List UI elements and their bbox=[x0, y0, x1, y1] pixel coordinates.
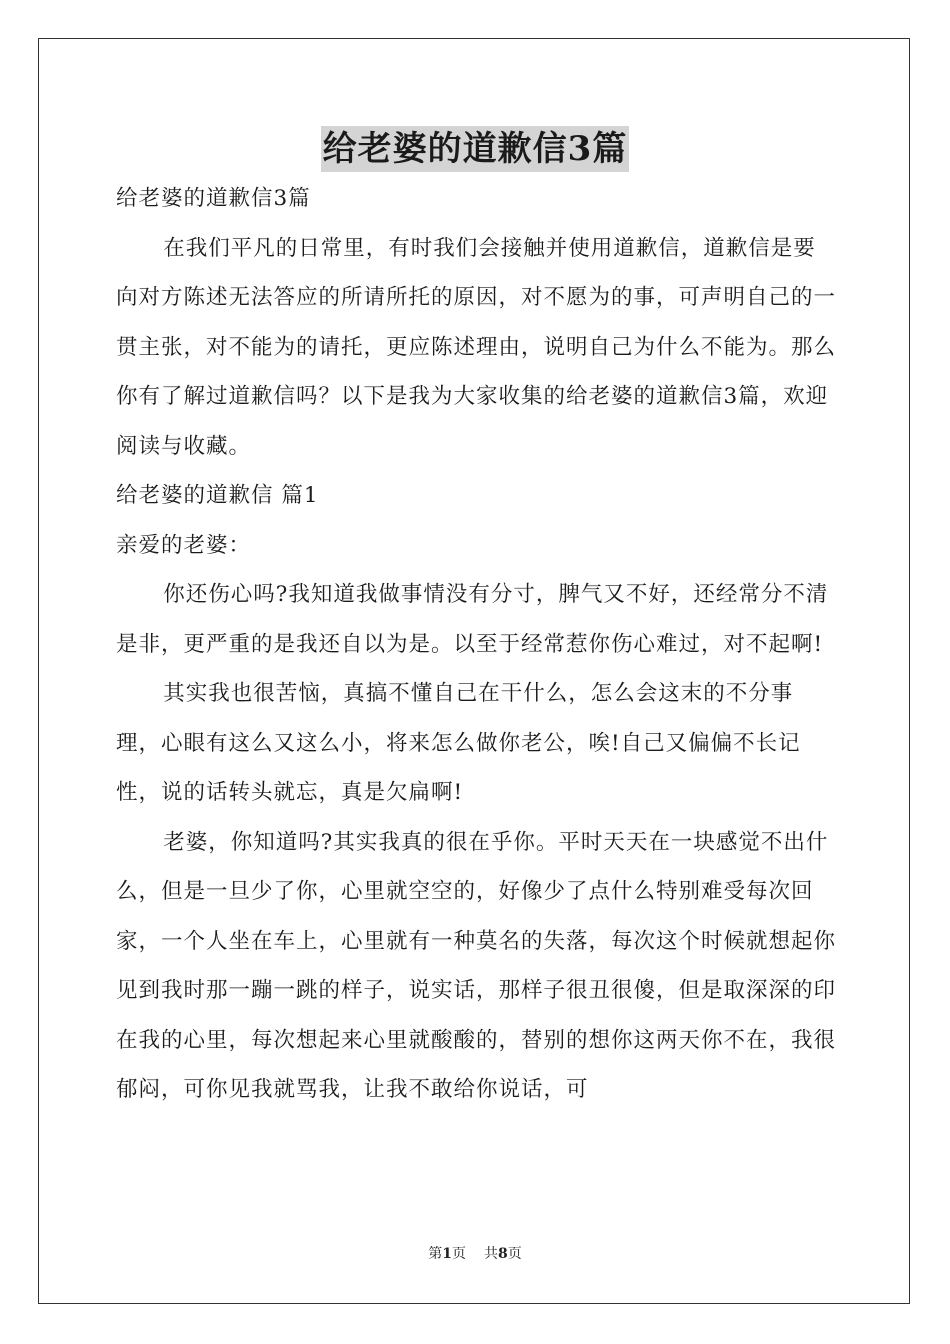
document-title: 给老婆的道歉信3篇 bbox=[321, 126, 630, 172]
paragraph: 给老婆的道歉信3篇 bbox=[116, 186, 311, 211]
page-prefix: 第 bbox=[428, 1246, 443, 1262]
paragraph: 你还伤心吗?我知道我做事情没有分寸，脾气又不好，还经常分不清是非，更严重的是我还自以为是。以至于经常惹你伤心难过，对不起啊! bbox=[116, 582, 829, 657]
paragraph: 其实我也很苦恼，真搞不懂自己在干什么，怎么会这末的不分事理，心眼有这么又这么小，将来怎么做你老公，唉!自己又偏偏不长记性，说的话转头就忘，真是欠扁啊! bbox=[116, 681, 801, 805]
section-heading: 给老婆的道歉信 篇1 bbox=[116, 483, 319, 508]
title-container bbox=[0, 126, 950, 172]
paragraph: 老婆，你知道吗?其实我真的很在乎你。平时天天在一块感觉不出什么，但是一旦少了你，心里就空空的，好像少了点什么特别难受每次回家，一个人坐在车上，心里就有一种莫名的失落，每次这个时候就想起你见到我时那一蹦一跳的样子，说实话，那样子很丑很傻，但是取深深的印在我的心里，每次想起来心里就酸酸的，替别的想你这两天你不在，我很郁闷，可你见我就骂我，让我不敢给你说话，可 bbox=[116, 829, 837, 1102]
page-footer bbox=[0, 1244, 950, 1264]
total-suffix: 页 bbox=[507, 1246, 522, 1262]
paragraph: 在我们平凡的日常里，有时我们会接触并使用道歉信，道歉信是要向对方陈述无法答应的所请所托的原因，对不愿为的事，可声明自己的一贯主张，对不能为的请托，更应陈述理由，说明自己为什么不能为。那么你有了解过道歉信吗？以下是我为大家收集的给老婆的道歉信3篇，欢迎阅读与收藏。 bbox=[116, 235, 837, 459]
page-suffix: 页 bbox=[452, 1246, 466, 1262]
salutation: 亲爱的老婆： bbox=[116, 532, 252, 558]
total-pages: 8 bbox=[498, 1246, 508, 1262]
document-body bbox=[116, 174, 836, 1115]
page-number: 1 bbox=[442, 1246, 452, 1262]
total-prefix: 共 bbox=[484, 1246, 498, 1262]
